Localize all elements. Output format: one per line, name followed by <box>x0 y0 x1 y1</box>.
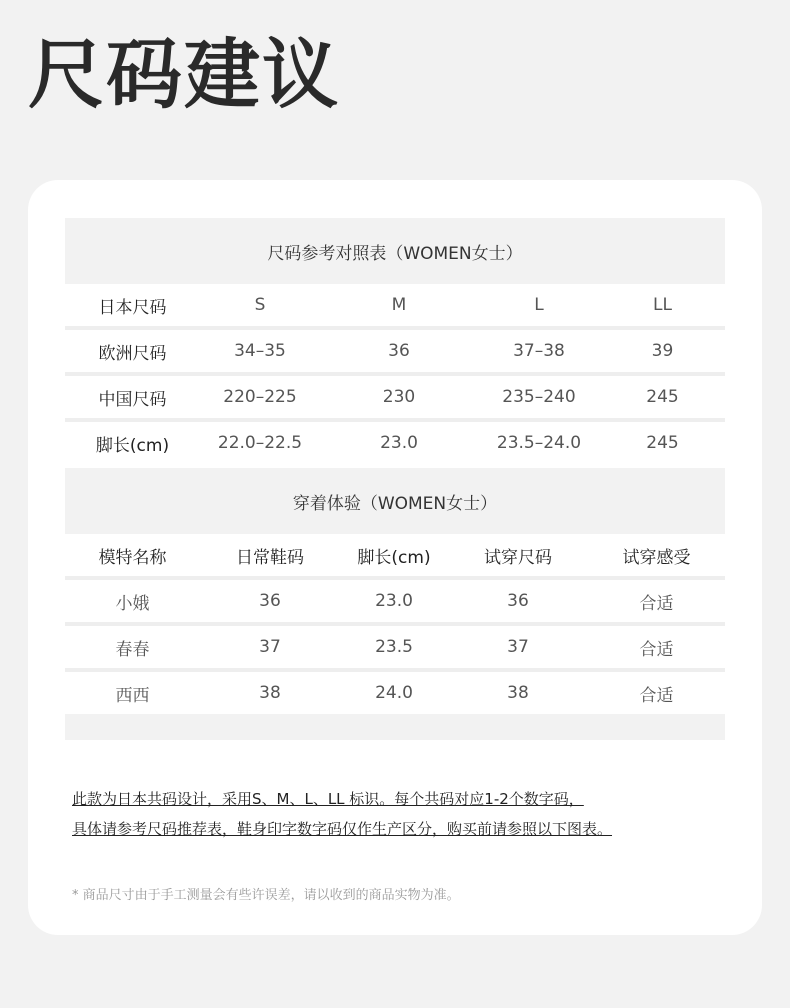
table-footer-band <box>65 714 725 740</box>
size-guide-card <box>28 180 762 935</box>
table-row <box>65 376 725 422</box>
table-row <box>65 626 725 672</box>
table-cell: M <box>391 295 407 315</box>
table-cell: 220–225 <box>223 387 297 407</box>
table-cell: 23.5 <box>375 637 413 657</box>
table-cell: LL <box>653 295 672 315</box>
table-cell: 37–38 <box>513 341 565 361</box>
table-cell: 23.5–24.0 <box>496 433 582 453</box>
table-cell: 23.0 <box>375 591 413 611</box>
table-row <box>65 330 725 376</box>
size-notes <box>72 784 722 844</box>
table-row <box>65 284 725 330</box>
column-header: 脚长(cm) <box>357 547 431 568</box>
column-header: 模特名称 <box>98 547 167 568</box>
size-reference-table <box>65 218 725 464</box>
table-cell: 245 <box>646 387 679 407</box>
note-line: 此款为日本共码设计，采用S、M、L、LL 标识。每个共码对应1-2个数字码， <box>72 790 584 808</box>
row-label: 日本尺码 <box>98 297 167 318</box>
table-row <box>65 580 725 626</box>
table-cell: 235–240 <box>502 387 576 407</box>
table-cell: 24.0 <box>375 683 413 703</box>
table-cell: 合适 <box>639 593 674 614</box>
table-cell: 245 <box>646 433 679 453</box>
table-cell: 36 <box>388 341 410 361</box>
row-label: 欧洲尺码 <box>98 343 167 364</box>
fit-table-caption: 穿着体验（WOMEN女士） <box>65 468 725 534</box>
table-cell: 37 <box>507 637 529 657</box>
note-line: 具体请参考尺码推荐表，鞋身印字数字码仅作生产区分，购买前请参照以下图表。 <box>72 820 613 838</box>
table-cell: 38 <box>507 683 529 703</box>
table-cell: 36 <box>259 591 281 611</box>
size-table-caption: 尺码参考对照表（WOMEN女士） <box>65 218 725 284</box>
fit-experience-table <box>65 468 725 740</box>
table-cell: 36 <box>507 591 529 611</box>
table-cell: 合适 <box>639 639 674 660</box>
row-label: 脚长(cm) <box>95 435 170 456</box>
table-cell: 22.0–22.5 <box>217 433 303 453</box>
column-header: 日常鞋码 <box>236 547 304 568</box>
column-header: 试穿尺码 <box>484 547 552 568</box>
table-cell: 38 <box>259 683 281 703</box>
table-cell: 34–35 <box>234 341 286 361</box>
model-name: 西西 <box>115 685 150 706</box>
table-cell: 合适 <box>639 685 674 706</box>
table-cell: 23.0 <box>380 433 418 453</box>
page-title: 尺码建议 <box>28 30 340 119</box>
table-cell: L <box>534 295 544 315</box>
measurement-disclaimer: * 商品尺寸由于手工测量会有些许误差，请以收到的商品实物为准。 <box>72 888 460 903</box>
table-row <box>65 422 725 464</box>
table-cell: 37 <box>259 637 281 657</box>
table-cell: 230 <box>382 387 416 407</box>
table-header-row <box>65 534 725 580</box>
model-name: 春春 <box>115 639 150 660</box>
row-label: 中国尺码 <box>98 389 167 410</box>
model-name: 小娥 <box>115 593 150 614</box>
column-header: 试穿感受 <box>622 547 691 568</box>
table-row <box>65 672 725 714</box>
table-cell: 39 <box>651 341 674 361</box>
table-cell: S <box>254 295 266 315</box>
